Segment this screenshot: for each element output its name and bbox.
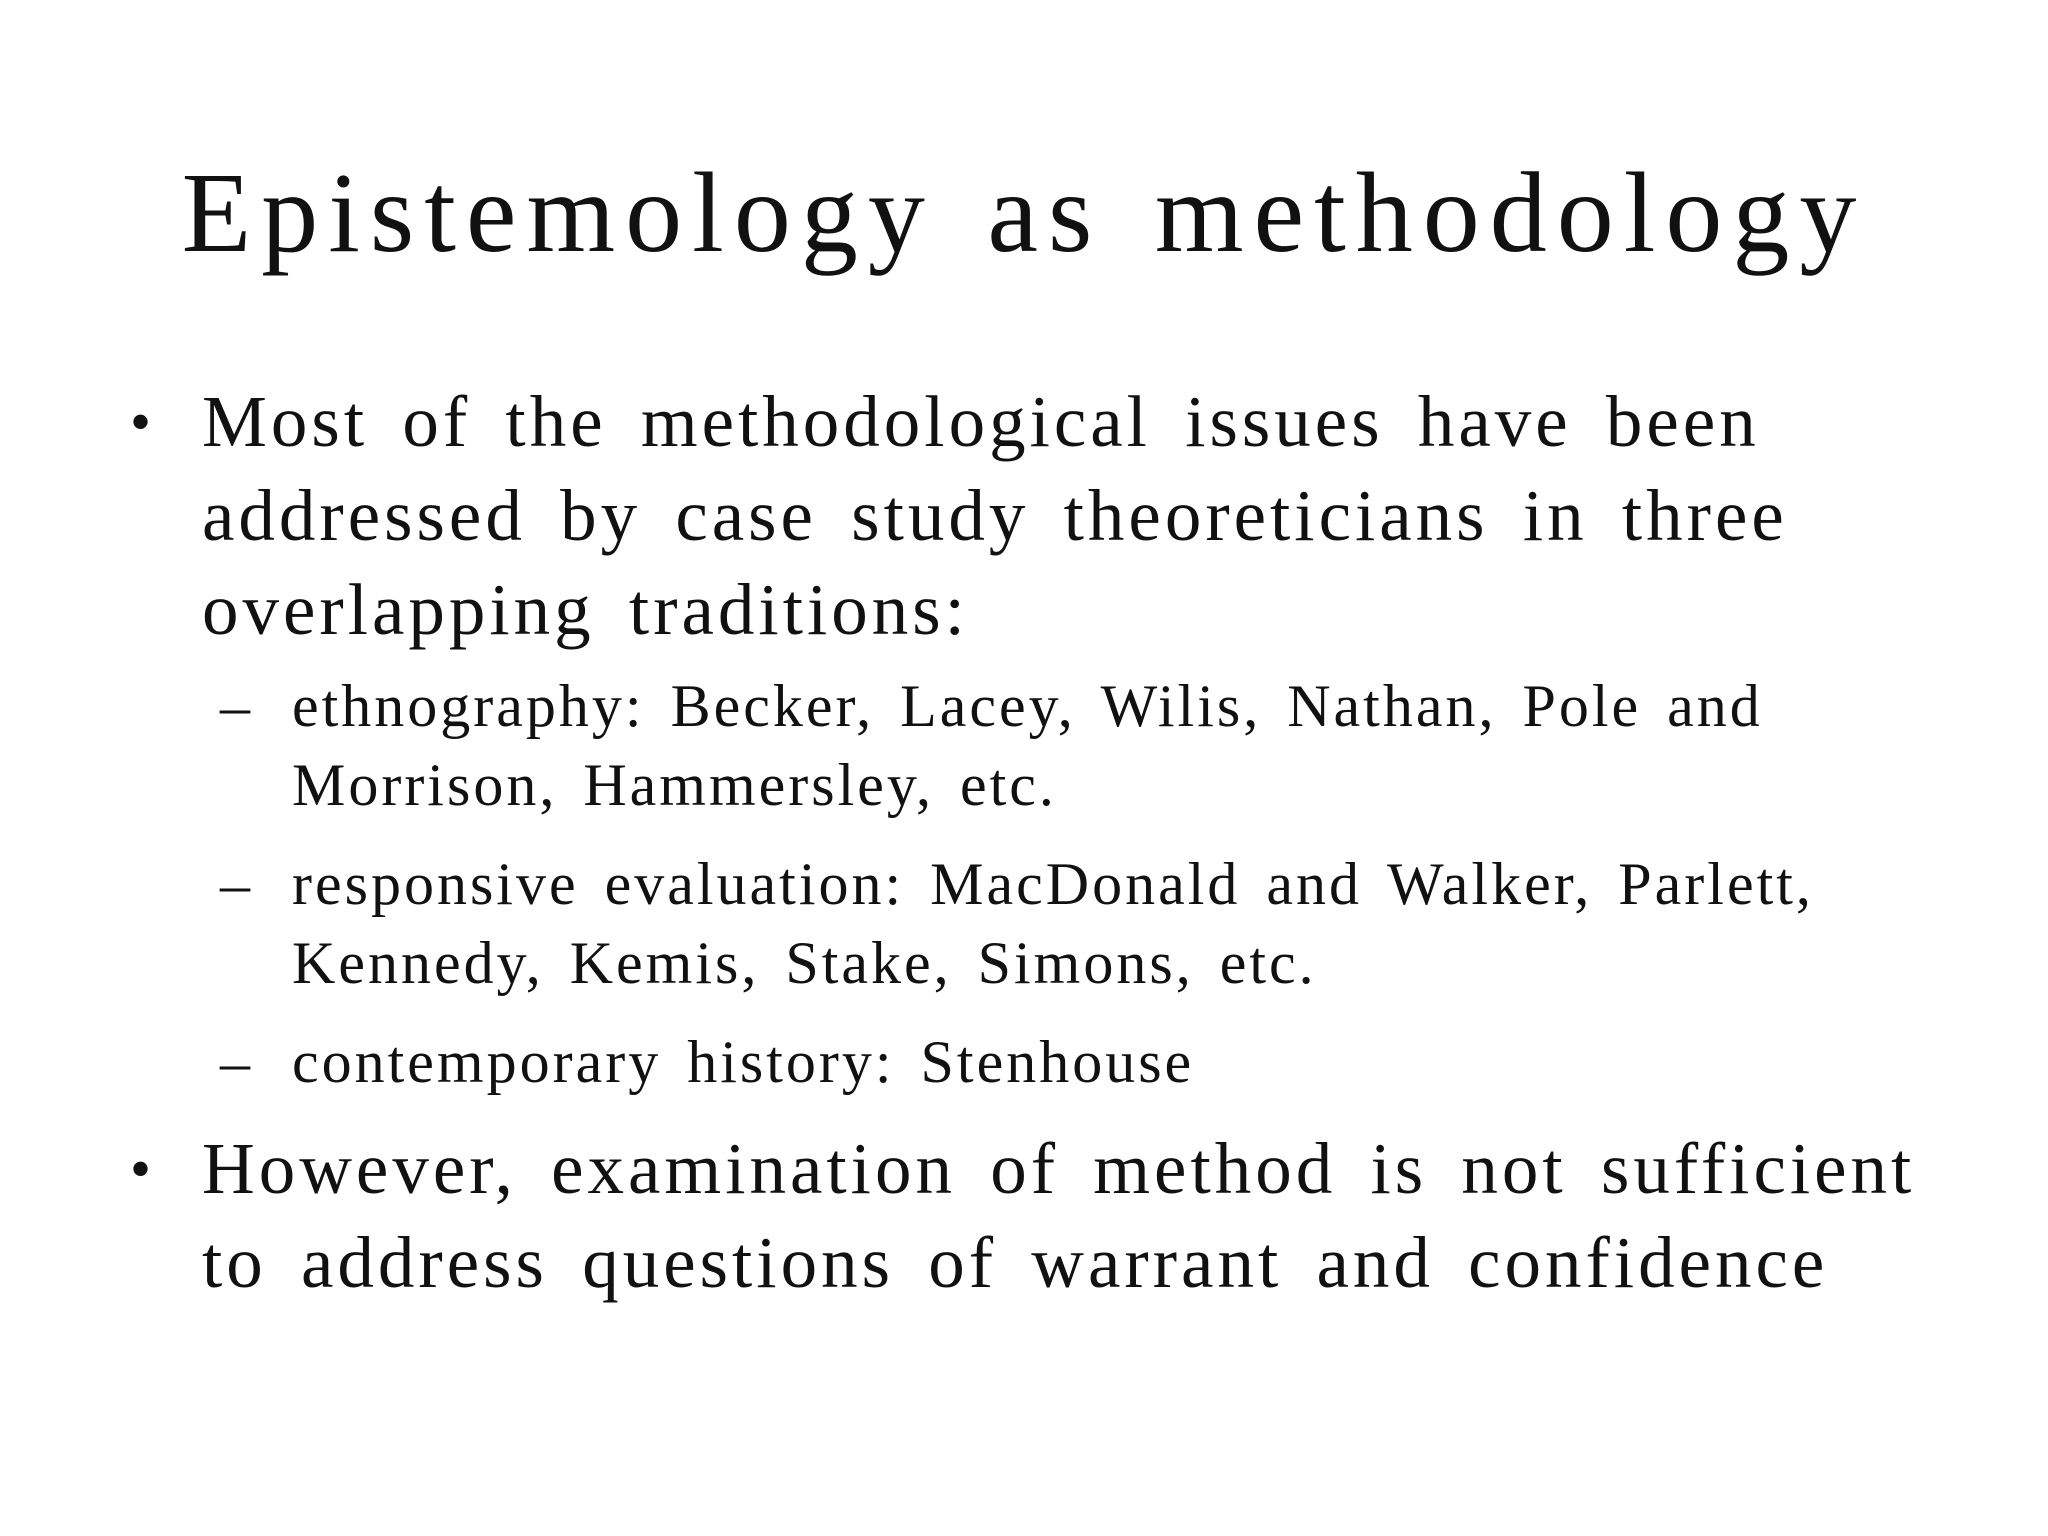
sub-bullet-item: [120, 667, 1960, 825]
bullet-item: [120, 1122, 1960, 1310]
sub-bullet-text: responsive evaluation: MacDonald and Walker, Parlett, Kennedy, Kemis, Stake, Simons, etc.: [292, 851, 1814, 996]
sub-bullet-item: [120, 1023, 1960, 1102]
sub-bullet-text: ethnography: Becker, Lacey, Wilis, Nathan, Pole and Morrison, Hammersley, etc.: [292, 673, 1763, 818]
slide-title: Epistemology as methodology: [181, 149, 1867, 276]
bullet-text: However, examination of method is not sufficient to address questions of warrant and confidence: [202, 1128, 1916, 1303]
bullet-text: Most of the methodological issues have been addressed by case study theoreticians in three overlapping traditions:: [202, 381, 1788, 650]
dash-marker: –: [220, 1029, 253, 1095]
bullet-item: [120, 375, 1960, 657]
sub-bullet-list: [120, 667, 1960, 1102]
sub-bullet-item: [120, 845, 1960, 1003]
dash-marker: –: [220, 851, 253, 917]
bullet-marker: •: [130, 1136, 156, 1202]
bullet-marker: •: [130, 389, 156, 455]
dash-marker: –: [220, 673, 253, 739]
sub-bullet-text: contemporary history: Stenhouse: [292, 1029, 1195, 1095]
slide-body: [120, 375, 1960, 1310]
